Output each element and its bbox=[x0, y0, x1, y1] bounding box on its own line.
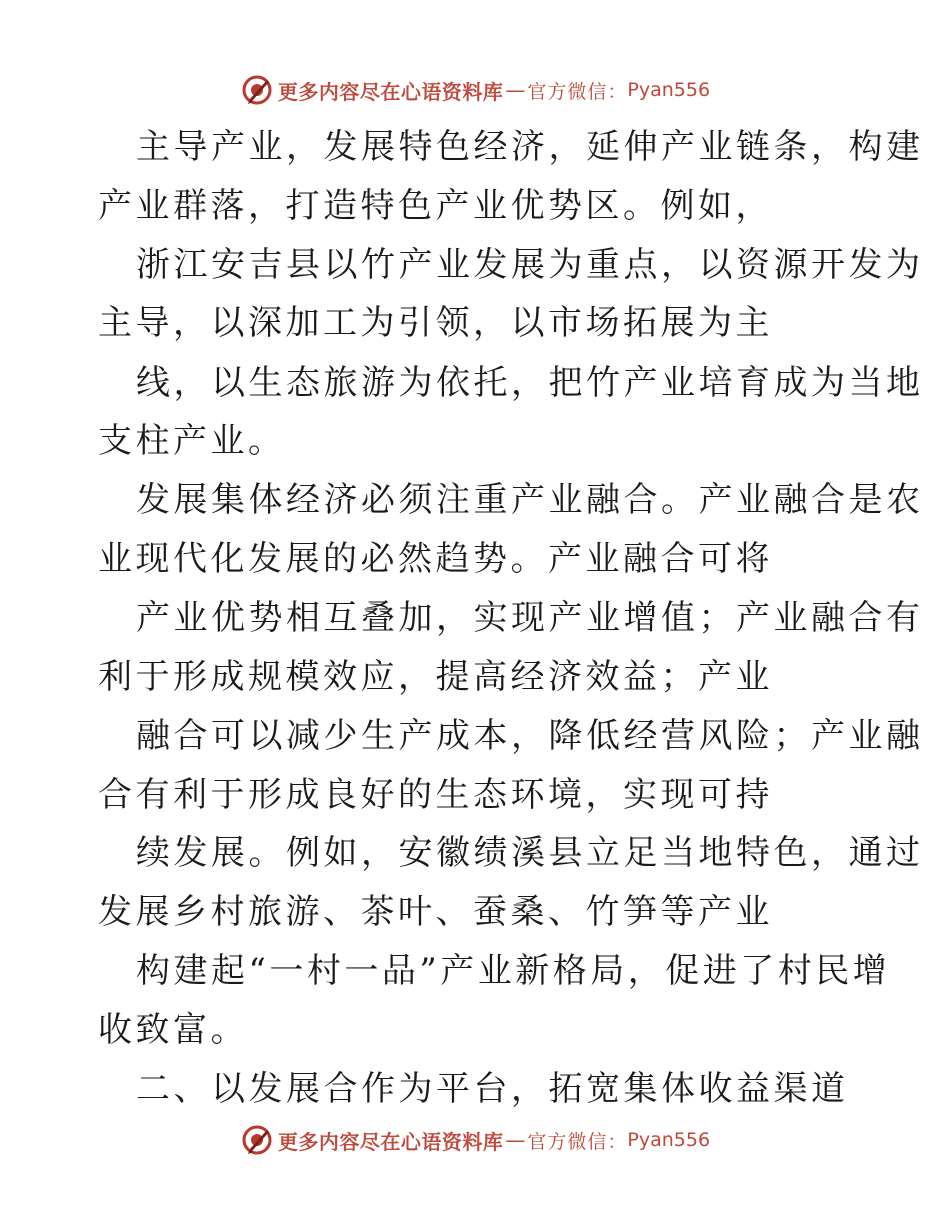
text-line: 线，以生态旅游为依托，把竹产业培育成为当地 bbox=[136, 363, 924, 403]
official-label: 官方微信： bbox=[527, 1130, 628, 1153]
text-line: 收致富。 bbox=[98, 1010, 248, 1050]
brand-separator: — bbox=[505, 1128, 526, 1152]
text-line: 主导，以深加工为引领，以市场拓展为主 bbox=[98, 303, 773, 343]
official-label: 官方微信： bbox=[527, 80, 628, 103]
wechat-id: Pyan556 bbox=[627, 1129, 711, 1151]
text-line: 融合可以减少生产成本，降低经营风险；产业融 bbox=[136, 716, 924, 756]
section-heading: 二、以发展合作为平台，拓宽集体收益渠道 bbox=[136, 1069, 849, 1109]
text-line: 合有利于形成良好的生态环境，实现可持 bbox=[98, 775, 773, 815]
text-line: 产业群落，打造特色产业优势区。例如， bbox=[98, 186, 773, 226]
text-line: 主导产业，发展特色经济，延伸产业链条，构建 bbox=[136, 127, 924, 167]
brand-text: 更多内容尽在心语资料库 bbox=[277, 1129, 504, 1154]
pen-logo-icon bbox=[240, 1123, 274, 1157]
text-line: 利于形成规模效应，提高经济效益；产业 bbox=[98, 657, 773, 697]
footer-banner bbox=[0, 1120, 950, 1160]
brand-separator: — bbox=[505, 78, 526, 102]
text-line: 构建起“一村一品”产业新格局，促进了村民增 bbox=[136, 951, 891, 991]
text-line: 浙江安吉县以竹产业发展为重点，以资源开发为 bbox=[136, 245, 924, 285]
text-line: 产业优势相互叠加，实现产业增值；产业融合有 bbox=[136, 598, 924, 638]
pen-logo-icon bbox=[240, 73, 274, 107]
header-banner bbox=[0, 70, 950, 110]
text-line: 业现代化发展的必然趋势。产业融合可将 bbox=[98, 539, 773, 579]
text-line: 支柱产业。 bbox=[98, 421, 286, 461]
text-line: 发展集体经济必须注重产业融合。产业融合是农 bbox=[136, 480, 924, 520]
text-line: 发展乡村旅游、茶叶、蚕桑、竹笋等产业 bbox=[98, 892, 773, 932]
wechat-id: Pyan556 bbox=[627, 79, 711, 101]
text-line: 续发展。例如，安徽绩溪县立足当地特色，通过 bbox=[136, 833, 924, 873]
brand-text: 更多内容尽在心语资料库 bbox=[277, 79, 504, 104]
